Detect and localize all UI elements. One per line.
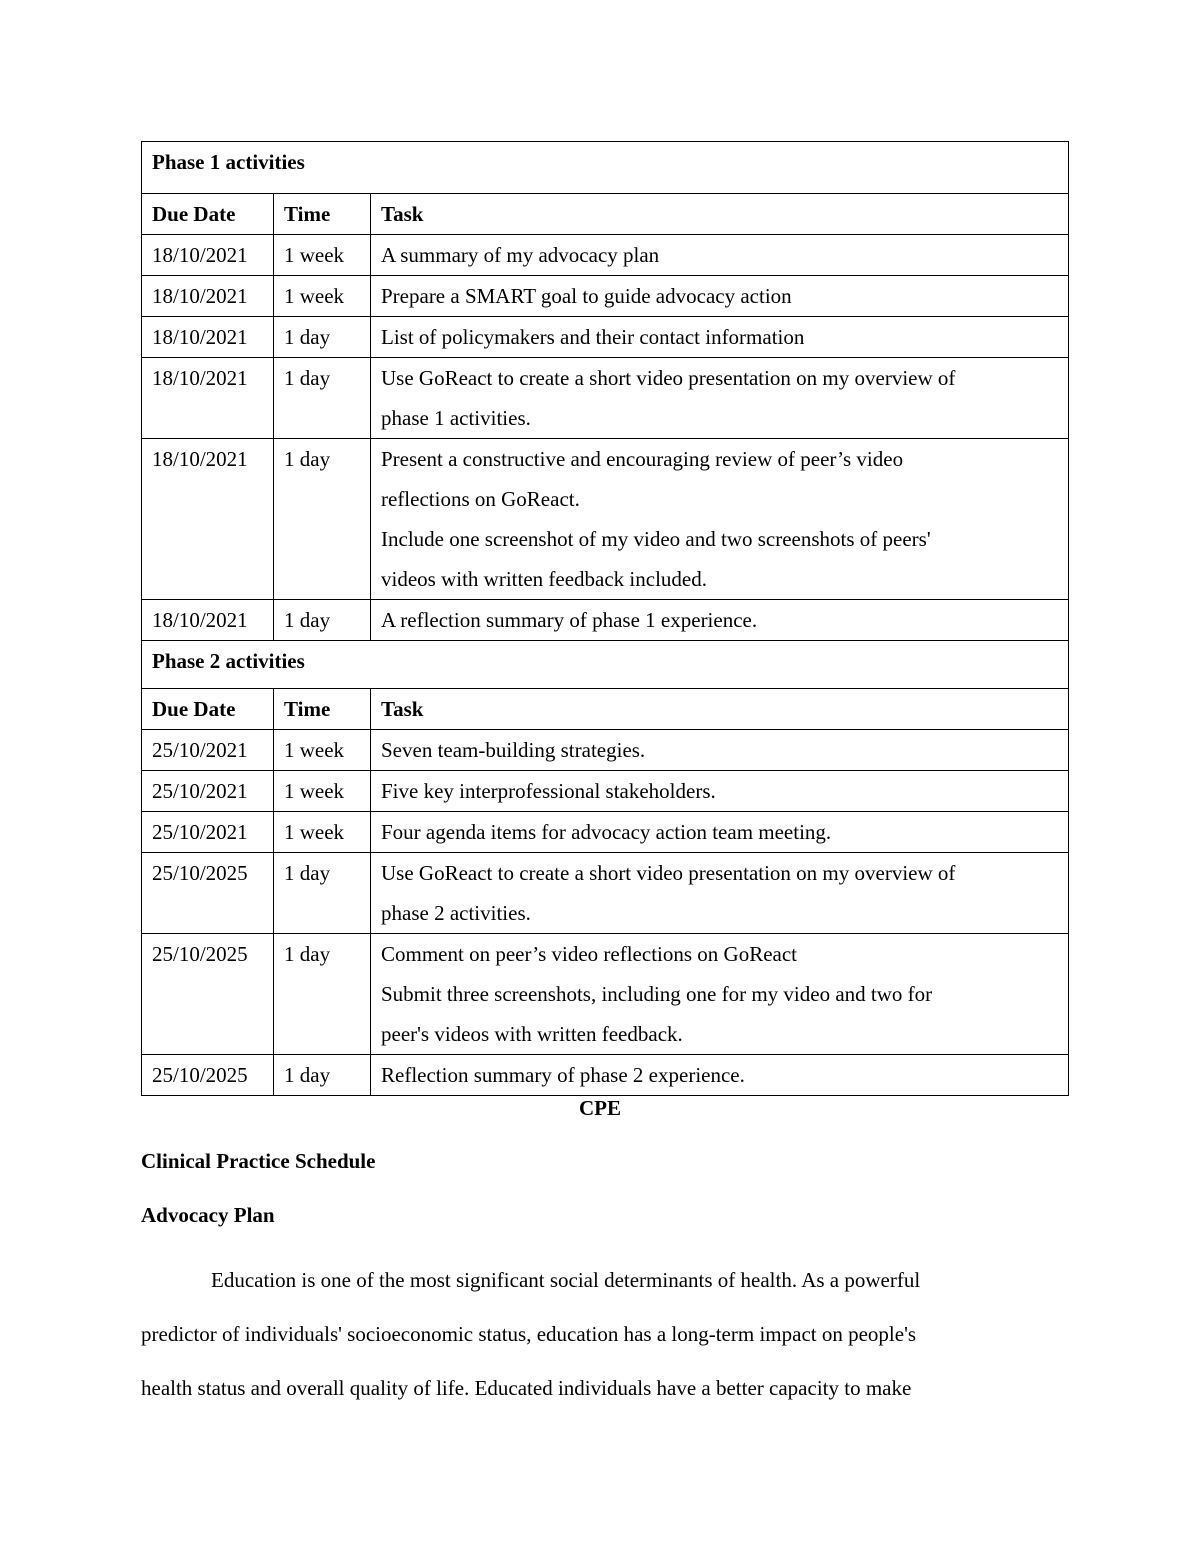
due-date-cell: 25/10/2021: [142, 812, 274, 853]
task-line: Seven team-building strategies.: [381, 738, 646, 762]
due-date-cell: 18/10/2021: [142, 358, 274, 439]
column-header: Task: [371, 689, 1069, 730]
column-header: Time: [274, 194, 371, 235]
task-line: Include one screenshot of my video and two screenshots of peers': [381, 527, 931, 551]
table-row: [142, 600, 1069, 641]
task-cell: [371, 600, 1069, 641]
table-row: [142, 771, 1069, 812]
task-cell: [371, 934, 1069, 1055]
task-cell: [371, 853, 1069, 934]
task-line: Prepare a SMART goal to guide advocacy action: [381, 284, 792, 308]
task-cell: [371, 730, 1069, 771]
time-cell: 1 day: [274, 853, 371, 934]
task-line: Comment on peer’s video reflections on GoReact: [381, 942, 798, 966]
time-cell: 1 day: [274, 1055, 371, 1096]
task-cell: [371, 771, 1069, 812]
table-row: [142, 317, 1069, 358]
column-header: Due Date: [142, 689, 274, 730]
table-row: [142, 358, 1069, 439]
column-header-row: [142, 194, 1069, 235]
time-cell: 1 week: [274, 235, 371, 276]
task-cell: [371, 439, 1069, 600]
due-date-cell: 25/10/2025: [142, 1055, 274, 1096]
section-heading-plan: Advocacy Plan: [141, 1203, 275, 1227]
due-date-cell: 25/10/2025: [142, 853, 274, 934]
table-row: [142, 730, 1069, 771]
task-line: Use GoReact to create a short video presentation on my overview of: [381, 366, 956, 390]
table-row: [142, 235, 1069, 276]
task-line: Five key interprofessional stakeholders.: [381, 779, 716, 803]
task-cell: [371, 358, 1069, 439]
task-line: A reflection summary of phase 1 experience.: [381, 608, 758, 632]
paragraph-line: health status and overall quality of life. Educated individuals have a better capacity to make: [141, 1376, 912, 1400]
table-row: [142, 1055, 1069, 1096]
due-date-cell: 18/10/2021: [142, 276, 274, 317]
time-cell: 1 day: [274, 600, 371, 641]
table-row: [142, 853, 1069, 934]
paragraph-line: predictor of individuals' socioeconomic status, education has a long-term impact on people's: [141, 1322, 917, 1346]
task-line: reflections on GoReact.: [381, 487, 580, 511]
table-row: [142, 934, 1069, 1055]
column-header-row: [142, 689, 1069, 730]
task-cell: [371, 317, 1069, 358]
table-row: [142, 439, 1069, 600]
due-date-cell: 18/10/2021: [142, 600, 274, 641]
task-line: Four agenda items for advocacy action team meeting.: [381, 820, 832, 844]
due-date-cell: 18/10/2021: [142, 235, 274, 276]
due-date-cell: 18/10/2021: [142, 439, 274, 600]
task-cell: [371, 1055, 1069, 1096]
due-date-cell: 25/10/2025: [142, 934, 274, 1055]
time-cell: 1 week: [274, 771, 371, 812]
time-cell: 1 day: [274, 934, 371, 1055]
phase-title-row: [142, 641, 1069, 689]
task-line: videos with written feedback included.: [381, 567, 707, 591]
task-cell: [371, 276, 1069, 317]
time-cell: 1 week: [274, 730, 371, 771]
time-cell: 1 week: [274, 812, 371, 853]
schedule-table: [141, 141, 1069, 1096]
task-line: phase 1 activities.: [381, 406, 531, 430]
task-line: List of policymakers and their contact information: [381, 325, 805, 349]
due-date-cell: 18/10/2021: [142, 317, 274, 358]
time-cell: 1 day: [274, 317, 371, 358]
task-line: A summary of my advocacy plan: [381, 243, 660, 267]
task-cell: [371, 812, 1069, 853]
table-row: [142, 812, 1069, 853]
task-line: Reflection summary of phase 2 experience.: [381, 1063, 745, 1087]
body-paragraph: [141, 1253, 1021, 1415]
schedule-table-body: [142, 142, 1069, 1096]
paragraph-line: Education is one of the most significant social determinants of health. As a powerful: [211, 1268, 921, 1292]
time-cell: 1 week: [274, 276, 371, 317]
table-row: [142, 276, 1069, 317]
time-cell: 1 day: [274, 358, 371, 439]
task-line: Use GoReact to create a short video presentation on my overview of: [381, 861, 956, 885]
task-cell: [371, 235, 1069, 276]
phase-title: Phase 1 activities: [142, 142, 1069, 194]
phase-title-row: [142, 142, 1069, 194]
column-header: Due Date: [142, 194, 274, 235]
due-date-cell: 25/10/2021: [142, 771, 274, 812]
task-line: Submit three screenshots, including one for my video and two for: [381, 982, 933, 1006]
column-header: Time: [274, 689, 371, 730]
running-head: CPE: [579, 1096, 621, 1120]
section-heading-schedule: Clinical Practice Schedule: [141, 1149, 376, 1173]
time-cell: 1 day: [274, 439, 371, 600]
task-line: phase 2 activities.: [381, 901, 531, 925]
column-header: Task: [371, 194, 1069, 235]
task-line: Present a constructive and encouraging review of peer’s video: [381, 447, 904, 471]
phase-title: Phase 2 activities: [142, 641, 1069, 689]
due-date-cell: 25/10/2021: [142, 730, 274, 771]
task-line: peer's videos with written feedback.: [381, 1022, 683, 1046]
